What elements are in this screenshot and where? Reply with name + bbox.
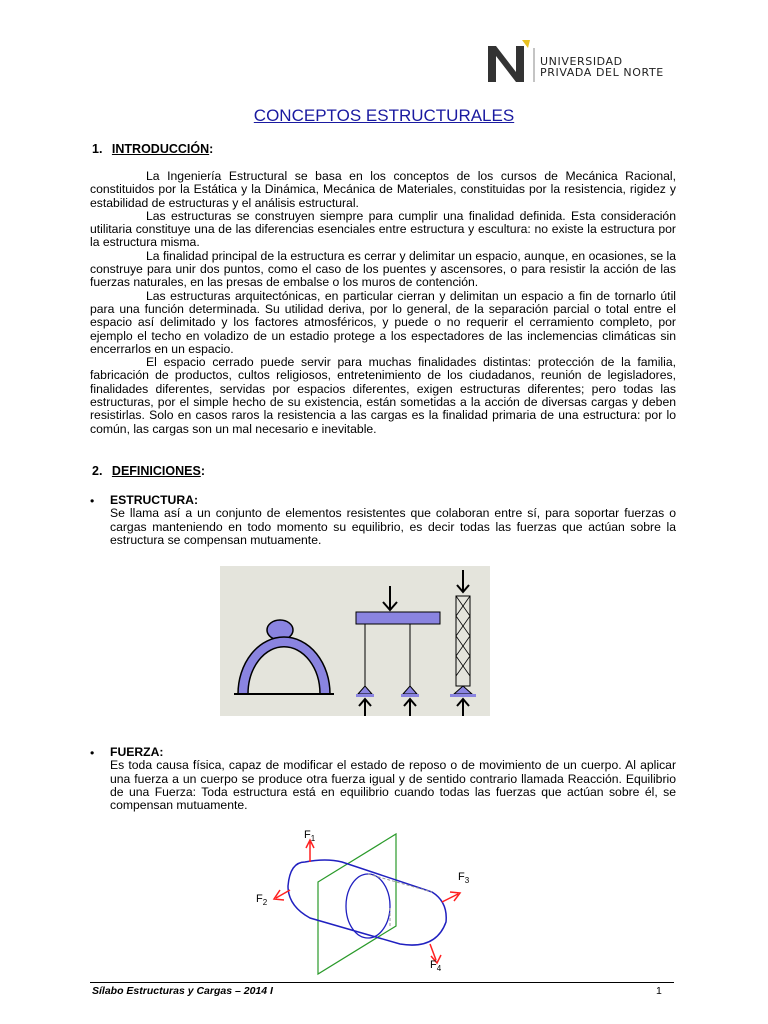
logo-text	[540, 56, 664, 78]
intro-paragraph: Las estructuras arquitectónicas, en particular cierran y delimitan un espacio a fin de tornarlo útil para una función determinada. Su utilidad deriva, por lo general, de la separación parcial o total entre el espacio así delimitado y los factores atmosféricos, y puede o no requerir el cerramiento completo, por ejemplo el techo en voladizo de un estadio protege a los espectadores de las inclemencias climáticas sin encerrarlos en un espacio.	[90, 288, 676, 356]
footer-text: Sílabo Estructuras y Cargas – 2014 I	[92, 985, 273, 997]
support-base	[401, 694, 419, 697]
intro-paragraph: La Ingeniería Estructural se basa en los conceptos de los cursos de Mecánica Racional, constituidos por la Estática y la Dinámica, Mecánica de Materiales, constituidas por la resistencia, rigidez y estabilidad de estructuras y el análisis estructural.	[90, 169, 676, 210]
structures-figure	[220, 566, 490, 716]
section-2-colon: :	[200, 464, 205, 478]
intro-body	[90, 170, 676, 436]
intro-paragraph: Las estructuras se construyen siempre para cumplir una finalidad definida. Esta consideración utilitaria constituye una de las diferencias esenciales entre estructura y escultura: no existe la estructura por la estructura misma.	[90, 208, 676, 250]
forces-figure	[250, 826, 470, 976]
definition-heading: FUERZA:	[110, 745, 164, 759]
force-label-f2: $F_2$	[256, 893, 268, 907]
section-1-heading	[92, 142, 213, 156]
body-outline	[288, 860, 446, 945]
definition-estructura	[110, 494, 676, 547]
section-2-title: DEFINICIONES	[111, 464, 201, 478]
section-2-number: 2.	[92, 464, 103, 478]
intro-paragraph: El espacio cerrado puede servir para muchas finalidades distintas: protección de la familia, fabricación de productos, cultos religiosos, entretenimiento de los ciudadanos, reunión de legisladores, finalidades diferentes, servidas por espacios diferentes, exigen estructuras diferentes; pero todas las estructuras, por el simple hecho de su existencia, están sometidas a la acción de diversas cargas y deben resistirlas. Solo en casos raros la resistencia a las cargas es la finalidad primaria de una estructura: por lo común, las cargas son un mal necesario e inevitable.	[90, 355, 676, 436]
force-arrow-icon	[274, 890, 290, 900]
beam	[356, 612, 440, 624]
intro-paragraph: La finalidad principal de la estructura es cerrar y delimitar un espacio, aunque, en ocasiones, se la construye para unir dos puntos, como el caso de los puentes y ascensores, o para resistir la acción de las fuerzas naturales, en las presas de embalse o los muros de contención.	[90, 248, 676, 290]
section-2-heading	[92, 464, 205, 478]
force-label-f4: $F_4$	[430, 959, 442, 973]
force-arrow-icon	[442, 892, 460, 902]
footer-divider	[90, 982, 674, 983]
logo-n-icon	[484, 38, 544, 86]
section-plane	[318, 834, 396, 974]
section-1-colon: :	[209, 142, 214, 156]
definition-text: Es toda causa física, capaz de modificar el estado de reposo o de movimiento de un cuerpo. Al aplicar una fuerza a un cuerpo se produce otra fuerza igual y de sentido contrario llamada Reacción. Equilibrio de una Fuerza: Toda estructura está en equilibrio cuando todas las fuerzas que actúan sobre él, se compensan mutuamente.	[110, 758, 676, 813]
definition-heading: ESTRUCTURA:	[110, 493, 199, 507]
body-section	[346, 874, 390, 938]
logo-line1: UNIVERSIDAD	[540, 55, 623, 68]
support-base	[356, 694, 374, 697]
definition-fuerza	[110, 746, 676, 812]
section-1-title: INTRODUCCIÓN	[111, 142, 210, 156]
page-number: 1	[656, 985, 662, 997]
force-label-f3: $F_3$	[458, 871, 470, 885]
definition-text: Se llama así a un conjunto de elementos resistentes que colaboran entre sí, para soportar fuerzas o cargas manteniendo en todo momento su equilibrio, es decir todas las fuerzas que actúan sobre la estructura se compensan mutuamente.	[110, 506, 676, 547]
bullet-marker: •	[90, 494, 95, 508]
force-label-f1: $F_1$	[304, 829, 316, 843]
page-title: CONCEPTOS ESTRUCTURALES	[253, 106, 515, 125]
logo-line2: PRIVADA DEL NORTE	[540, 66, 664, 79]
section-1-number: 1.	[92, 142, 103, 156]
bullet-marker: •	[90, 746, 95, 760]
support-base	[450, 694, 476, 697]
force-arrow-icon	[306, 840, 314, 862]
